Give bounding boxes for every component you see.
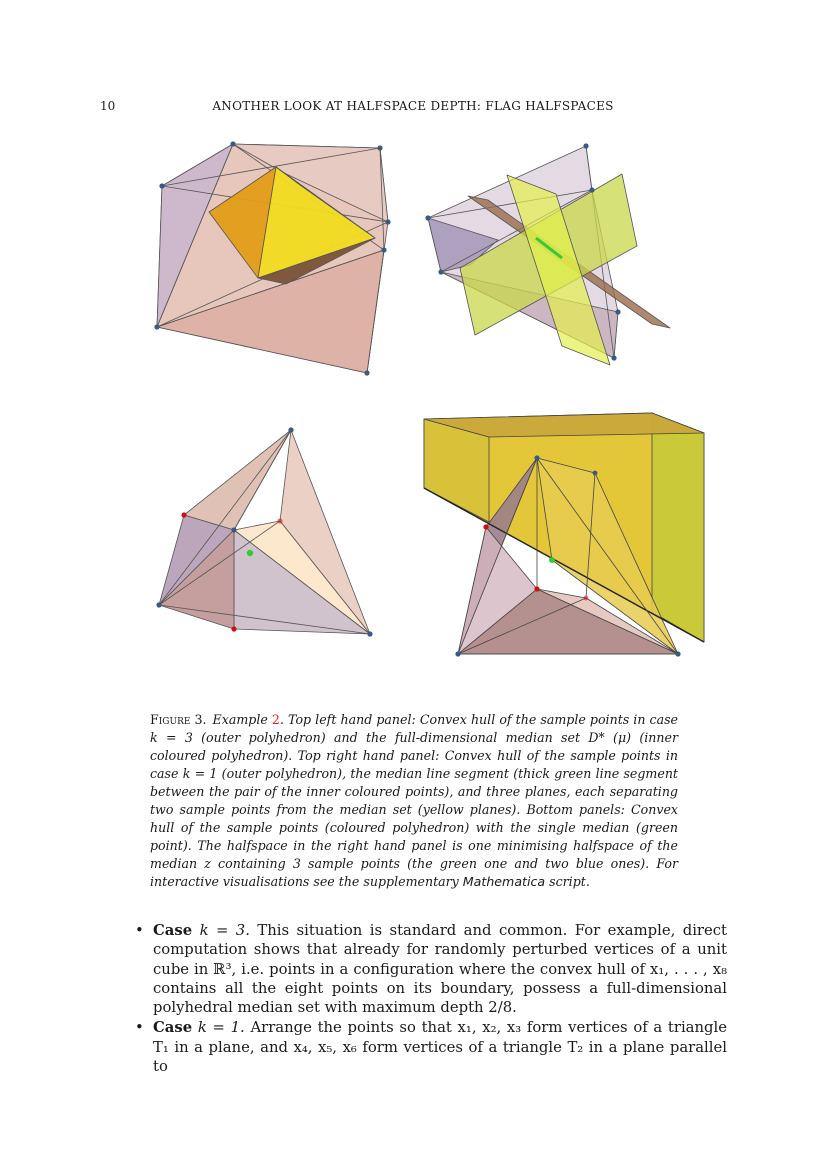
- sample-point: [455, 651, 460, 656]
- sample-point-red: [584, 596, 589, 601]
- median-point: [247, 550, 253, 556]
- sample-point: [159, 183, 164, 188]
- sample-point-red: [483, 524, 488, 529]
- sample-point: [534, 455, 539, 460]
- panel-top-right: [425, 143, 670, 365]
- sample-point: [381, 247, 386, 252]
- sample-point: [593, 471, 598, 476]
- sample-point: [583, 143, 588, 148]
- hull-face: [184, 430, 291, 530]
- case-text: Arrange the points so that x₁, x₂, x₃ form vertices of a triangle T₁ in a plane, and x₄, x₅, x₆ form vertices of a triangle T₂ in a plane parallel to: [153, 1019, 727, 1076]
- caption-text: Example: [212, 712, 272, 727]
- example-reference-link[interactable]: 2: [271, 712, 280, 727]
- sample-point: [154, 324, 159, 329]
- figure-caption: [150, 711, 678, 891]
- sample-point-red: [231, 626, 236, 631]
- sample-point-red: [181, 512, 186, 517]
- panel-bottom-left: [156, 427, 372, 636]
- sample-point: [425, 215, 430, 220]
- sample-point: [438, 269, 443, 274]
- sample-point: [231, 527, 236, 532]
- list-item: [133, 921, 727, 1017]
- sample-point: [611, 355, 616, 360]
- case-text: This situation is standard and common. For example, direct computation shows that already for randomly perturbed vertices of a unit cube in ℝ³, i.e. points in a configuration where the convex hull of x₁, . . . , x₈ contains all the eight points on its boundary, possess a full-dimensional polyhedral median set with maximum depth 2/8.: [153, 922, 727, 1017]
- case-list: [133, 921, 727, 1077]
- sample-point-red: [277, 518, 282, 523]
- page-number: 10: [100, 99, 116, 113]
- sample-point-red: [534, 586, 539, 591]
- software-name: Mathematica: [462, 874, 546, 889]
- caption-text: script.: [545, 874, 590, 889]
- caption-text: . Top left hand panel: Convex hull of the sample points in case k = 3 (outer polyhedron) and the full-dimensional median set D* (μ) (inner coloured polyhedron). Top right hand panel: Convex hull of the sample points in case k = 1 (outer polyhedron), the median line segment (thick green line segment between the pair of the inner coloured points), and three planes, each separating two sample points from the median set (yellow planes). Bottom panels: Convex hull of the sample points (coloured polyhedron) with the single median (green point). The halfspace in the right hand panel is one minimising halfspace of the median z containing 3 sample points (the green one and two blue ones). For interactive visualisations see the supplementary: [150, 712, 679, 889]
- sample-point: [156, 602, 161, 607]
- sample-point: [385, 219, 390, 224]
- sample-point: [377, 145, 382, 150]
- sample-point: [675, 651, 680, 656]
- sample-point: [230, 141, 235, 146]
- sample-point: [615, 309, 620, 314]
- case-title: Case: [153, 1019, 193, 1037]
- running-title: ANOTHER LOOK AT HALFSPACE DEPTH: FLAG HALFSPACES: [212, 99, 614, 113]
- sample-point: [589, 187, 594, 192]
- sample-point: [364, 370, 369, 375]
- case-math: k = 1.: [197, 1019, 245, 1037]
- sample-point: [367, 631, 372, 636]
- panel-bottom-right: [424, 413, 704, 657]
- sample-point: [288, 427, 293, 432]
- list-item: [133, 1018, 727, 1076]
- bullet-marker: •: [135, 1019, 144, 1037]
- median-point: [549, 557, 555, 563]
- case-math: k = 3.: [199, 922, 250, 939]
- bullet-marker: •: [135, 922, 144, 939]
- case-title: Case: [153, 922, 193, 939]
- panel-top-left: [154, 141, 390, 375]
- halfspace-face: [652, 413, 704, 642]
- caption-label: Figure 3.: [150, 712, 207, 727]
